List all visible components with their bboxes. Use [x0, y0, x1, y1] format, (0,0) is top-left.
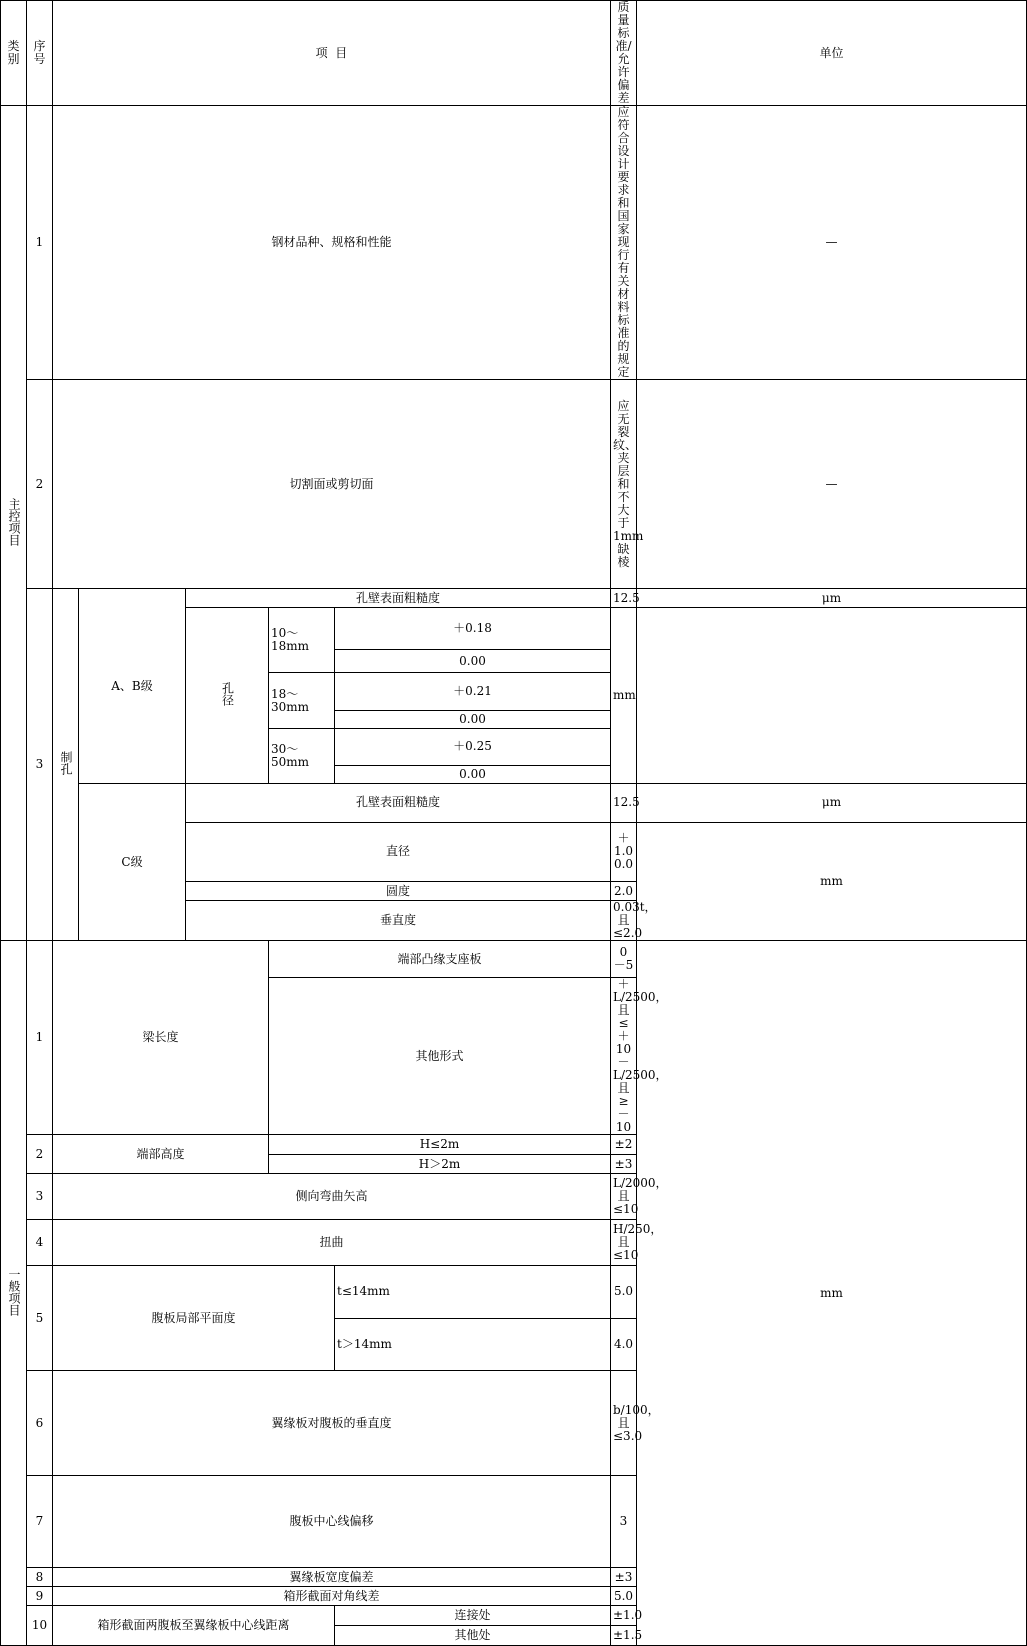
- standard-value: H/250，且≤10: [611, 1220, 637, 1266]
- item-name: 腹板局部平面度: [53, 1266, 335, 1371]
- header-unit: 单位: [637, 1, 1027, 106]
- standard-value: 0.03t，且≤2.0: [611, 901, 637, 941]
- item-name: 连接处: [335, 1606, 611, 1626]
- unit-value: mm: [637, 941, 1027, 1646]
- header-standard: 质量标准/允许偏差: [611, 1, 637, 106]
- item-name: 侧向弯曲矢高: [53, 1174, 611, 1220]
- standard-value: b/100，且≤3.0: [611, 1371, 637, 1476]
- bore-range: 10～18mm: [269, 608, 335, 673]
- table-row: [1, 941, 1027, 978]
- item-name: 翼缘板对腹板的垂直度: [53, 1371, 611, 1476]
- standard-value: ±3: [611, 1568, 637, 1587]
- item-name: 孔壁表面粗糙度: [186, 589, 611, 608]
- table-row: [1, 589, 1027, 608]
- item-name: t≤14mm: [335, 1266, 611, 1319]
- standard-value: 0.00: [335, 710, 611, 728]
- standard-value: 应无裂纹、夹层和不大于1mm缺棱: [611, 380, 637, 589]
- standard-value: 0.00: [335, 766, 611, 784]
- standard-value: 12.5: [611, 589, 637, 608]
- row-number: 10: [27, 1606, 53, 1646]
- standard-value: 应符合设计要求和国家现行有关材料标准的规定: [611, 106, 637, 380]
- item-name: 梁长度: [53, 941, 269, 1135]
- standard-value: 5.0: [611, 1266, 637, 1319]
- standard-value: ＋0.18: [335, 608, 611, 650]
- row-number: 1: [27, 941, 53, 1135]
- standard-value: 2.0: [611, 882, 637, 901]
- header-category: 类别: [1, 1, 27, 106]
- item-name: 箱形截面两腹板至翼缘板中心线距离: [53, 1606, 335, 1646]
- row-number: 5: [27, 1266, 53, 1371]
- header-item: 项 目: [53, 1, 611, 106]
- row-number: 6: [27, 1371, 53, 1476]
- unit-value: —: [637, 380, 1027, 589]
- item-name: 钢材品种、规格和性能: [53, 106, 611, 380]
- unit-value: —: [637, 106, 1027, 380]
- standard-value: ±1.5: [611, 1626, 637, 1646]
- item-name: 箱形截面对角线差: [53, 1587, 611, 1606]
- category-general: 一般项目: [1, 941, 27, 1646]
- standard-value: 5.0: [611, 1587, 637, 1606]
- row-number: 7: [27, 1476, 53, 1568]
- standard-value: ±2: [611, 1135, 637, 1155]
- standard-value: 12.5: [611, 784, 637, 822]
- standard-value: 3: [611, 1476, 637, 1568]
- standard-value: ＋L/2500，且≤＋10 －L/2500，且≥－10: [611, 978, 637, 1135]
- item-name: 垂直度: [186, 901, 611, 941]
- standard-value: 4.0: [611, 1318, 637, 1371]
- item-name: 端部高度: [53, 1135, 269, 1174]
- grade-ab-label: A、B级: [79, 589, 186, 784]
- row-number: 9: [27, 1587, 53, 1606]
- row-number: 3: [27, 589, 53, 941]
- item-name: 孔壁表面粗糙度: [186, 784, 611, 822]
- item-name: H＞2m: [269, 1155, 611, 1174]
- table-row: [1, 380, 1027, 589]
- standard-value: ＋1.0 0.0: [611, 822, 637, 881]
- standard-value: ＋0.21: [335, 673, 611, 710]
- standard-value: 0 －5: [611, 941, 637, 978]
- bore-range: 18～30mm: [269, 673, 335, 728]
- item-name: 圆度: [186, 882, 611, 901]
- row-number: 2: [27, 1135, 53, 1174]
- row-number: 1: [27, 106, 53, 380]
- item-name: 直径: [186, 822, 611, 881]
- item-name: 其他形式: [269, 978, 611, 1135]
- standard-value: ±3: [611, 1155, 637, 1174]
- table-row: [1, 106, 1027, 380]
- unit-value: mm: [637, 822, 1027, 940]
- item-name: 扭曲: [53, 1220, 611, 1266]
- unit-value: mm: [611, 608, 637, 784]
- standard-value: L/2000，且≤10: [611, 1174, 637, 1220]
- item-name: 切割面或剪切面: [53, 380, 611, 589]
- header-row: [1, 1, 1027, 106]
- item-name: 端部凸缘支座板: [269, 941, 611, 978]
- item-name: H≤2m: [269, 1135, 611, 1155]
- item-name: 其他处: [335, 1626, 611, 1646]
- item-name: t＞14mm: [335, 1318, 611, 1371]
- row-number: 4: [27, 1220, 53, 1266]
- standard-value: 0.00: [335, 650, 611, 673]
- category-main-control: 主控项目: [1, 106, 27, 941]
- hole-making-label: 制孔: [53, 589, 79, 941]
- row-number: 3: [27, 1174, 53, 1220]
- row-number: 2: [27, 380, 53, 589]
- bore-label: 孔径: [186, 608, 269, 784]
- header-seq: 序号: [27, 1, 53, 106]
- item-name: 腹板中心线偏移: [53, 1476, 611, 1568]
- standard-value: ±1.0: [611, 1606, 637, 1626]
- item-name: 翼缘板宽度偏差: [53, 1568, 611, 1587]
- standard-value: ＋0.25: [335, 728, 611, 765]
- row-number: 8: [27, 1568, 53, 1587]
- bore-range: 30～50mm: [269, 728, 335, 783]
- unit-value: μm: [637, 589, 1027, 608]
- grade-c-label: C级: [79, 784, 186, 941]
- unit-value: μm: [637, 784, 1027, 822]
- table-row: [1, 784, 1027, 822]
